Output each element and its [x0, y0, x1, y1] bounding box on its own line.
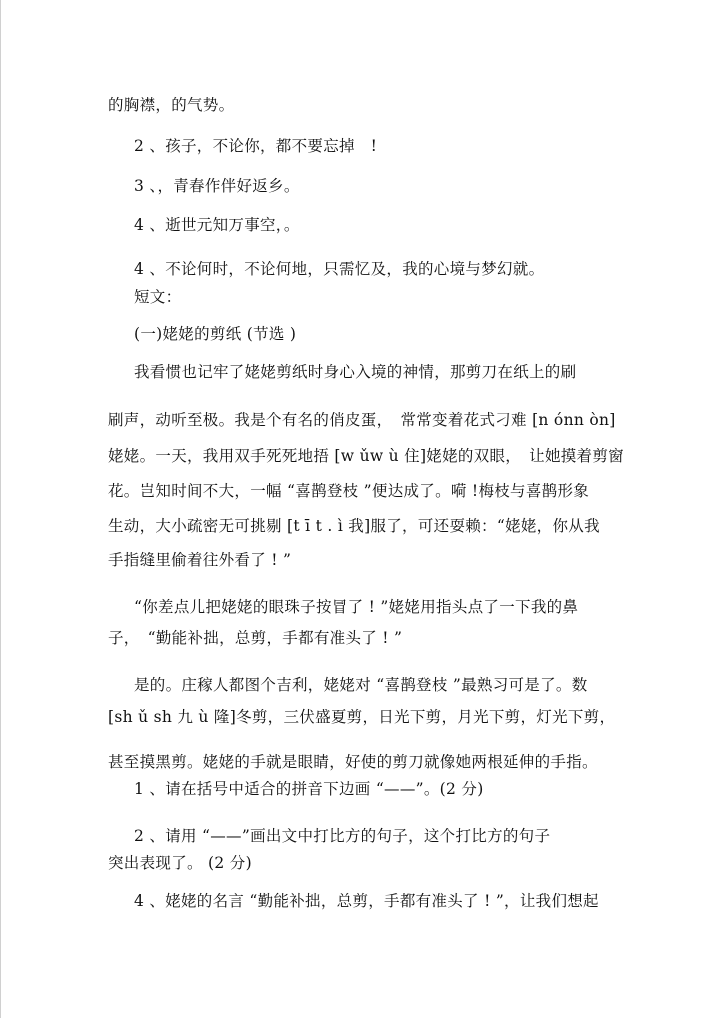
- passage-line-6: 手指缝里偷着往外看了 ! ”: [108, 551, 292, 569]
- question-2: 2 、请用 “——”画出文中打比方的句子，这个打比方的句子: [134, 827, 551, 845]
- passage-line-1: 我看惯也记牢了姥姥剪纸时身心入境的神情，那剪刀在纸上的刷: [134, 363, 577, 381]
- passage-line-8: 子， “勤能补拙，总剪，手都有准头了 ! ”: [108, 629, 403, 647]
- question-1: 1 、请在括号中适合的拼音下边画 “——”。(2 分): [134, 780, 484, 798]
- section-heading-short-text: 短文：: [134, 288, 182, 306]
- passage-line-11: 甚至摸黑剪。姥姥的手就是眼睛，好使的剪刀就像她两根延伸的手指。: [108, 753, 598, 771]
- passage-line-2: 刷声，动听至极。我是个有名的俏皮蛋， 常常变着花式刁难 [n ónn òn]: [108, 411, 616, 429]
- text-line-intro: 的胸襟，的气势。: [108, 96, 235, 114]
- passage-line-9: 是的。庄稼人都图个吉利，姥姥对 “喜鹊登枝 ”最熟习可是了。数: [134, 676, 588, 694]
- passage-line-7: “你差点儿把姥姥的眼珠子按冒了 ! ”姥姥用指头点了一下我的鼻: [134, 598, 579, 616]
- passage-line-3: 姥姥。一天，我用双手死死地捂 [w ǔw ù 住]姥姥的双眼， 让她摸着剪窗: [108, 447, 624, 465]
- passage-title: (一)姥姥的剪纸 (节选 ): [134, 325, 297, 343]
- text-line-item-4b: 4 、不论何时，不论何地，只需忆及，我的心境与梦幻就。: [134, 260, 545, 278]
- passage-line-10: [sh ǔ sh 九 ù 隆]冬剪，三伏盛夏剪，日光下剪，月光下剪，灯光下剪，: [108, 708, 616, 726]
- text-line-item-4a: 4 、逝世元知万事空，。: [134, 216, 300, 234]
- text-line-item-3: 3 、，青春作伴好返乡。: [134, 177, 300, 195]
- page-edge: [0, 0, 1, 1018]
- passage-line-4: 花。岂知时间不大，一幅 “喜鹊登枝 ”便达成了。嗬 !梅枝与喜鹊形象: [108, 482, 590, 500]
- question-4: 4 、姥姥的名言 “勤能补拙，总剪，手都有准头了 ! ”，让我们想起: [134, 892, 599, 910]
- passage-line-5: 生动，大小疏密无可挑剔 [t ī t . ì 我]服了，可还耍赖：“姥姥，你从我: [108, 517, 600, 535]
- text-line-item-2: 2 、孩子，不论你，都不要忘掉 !: [134, 137, 378, 155]
- question-2-continued: 突出表现了。 (2 分): [108, 854, 252, 872]
